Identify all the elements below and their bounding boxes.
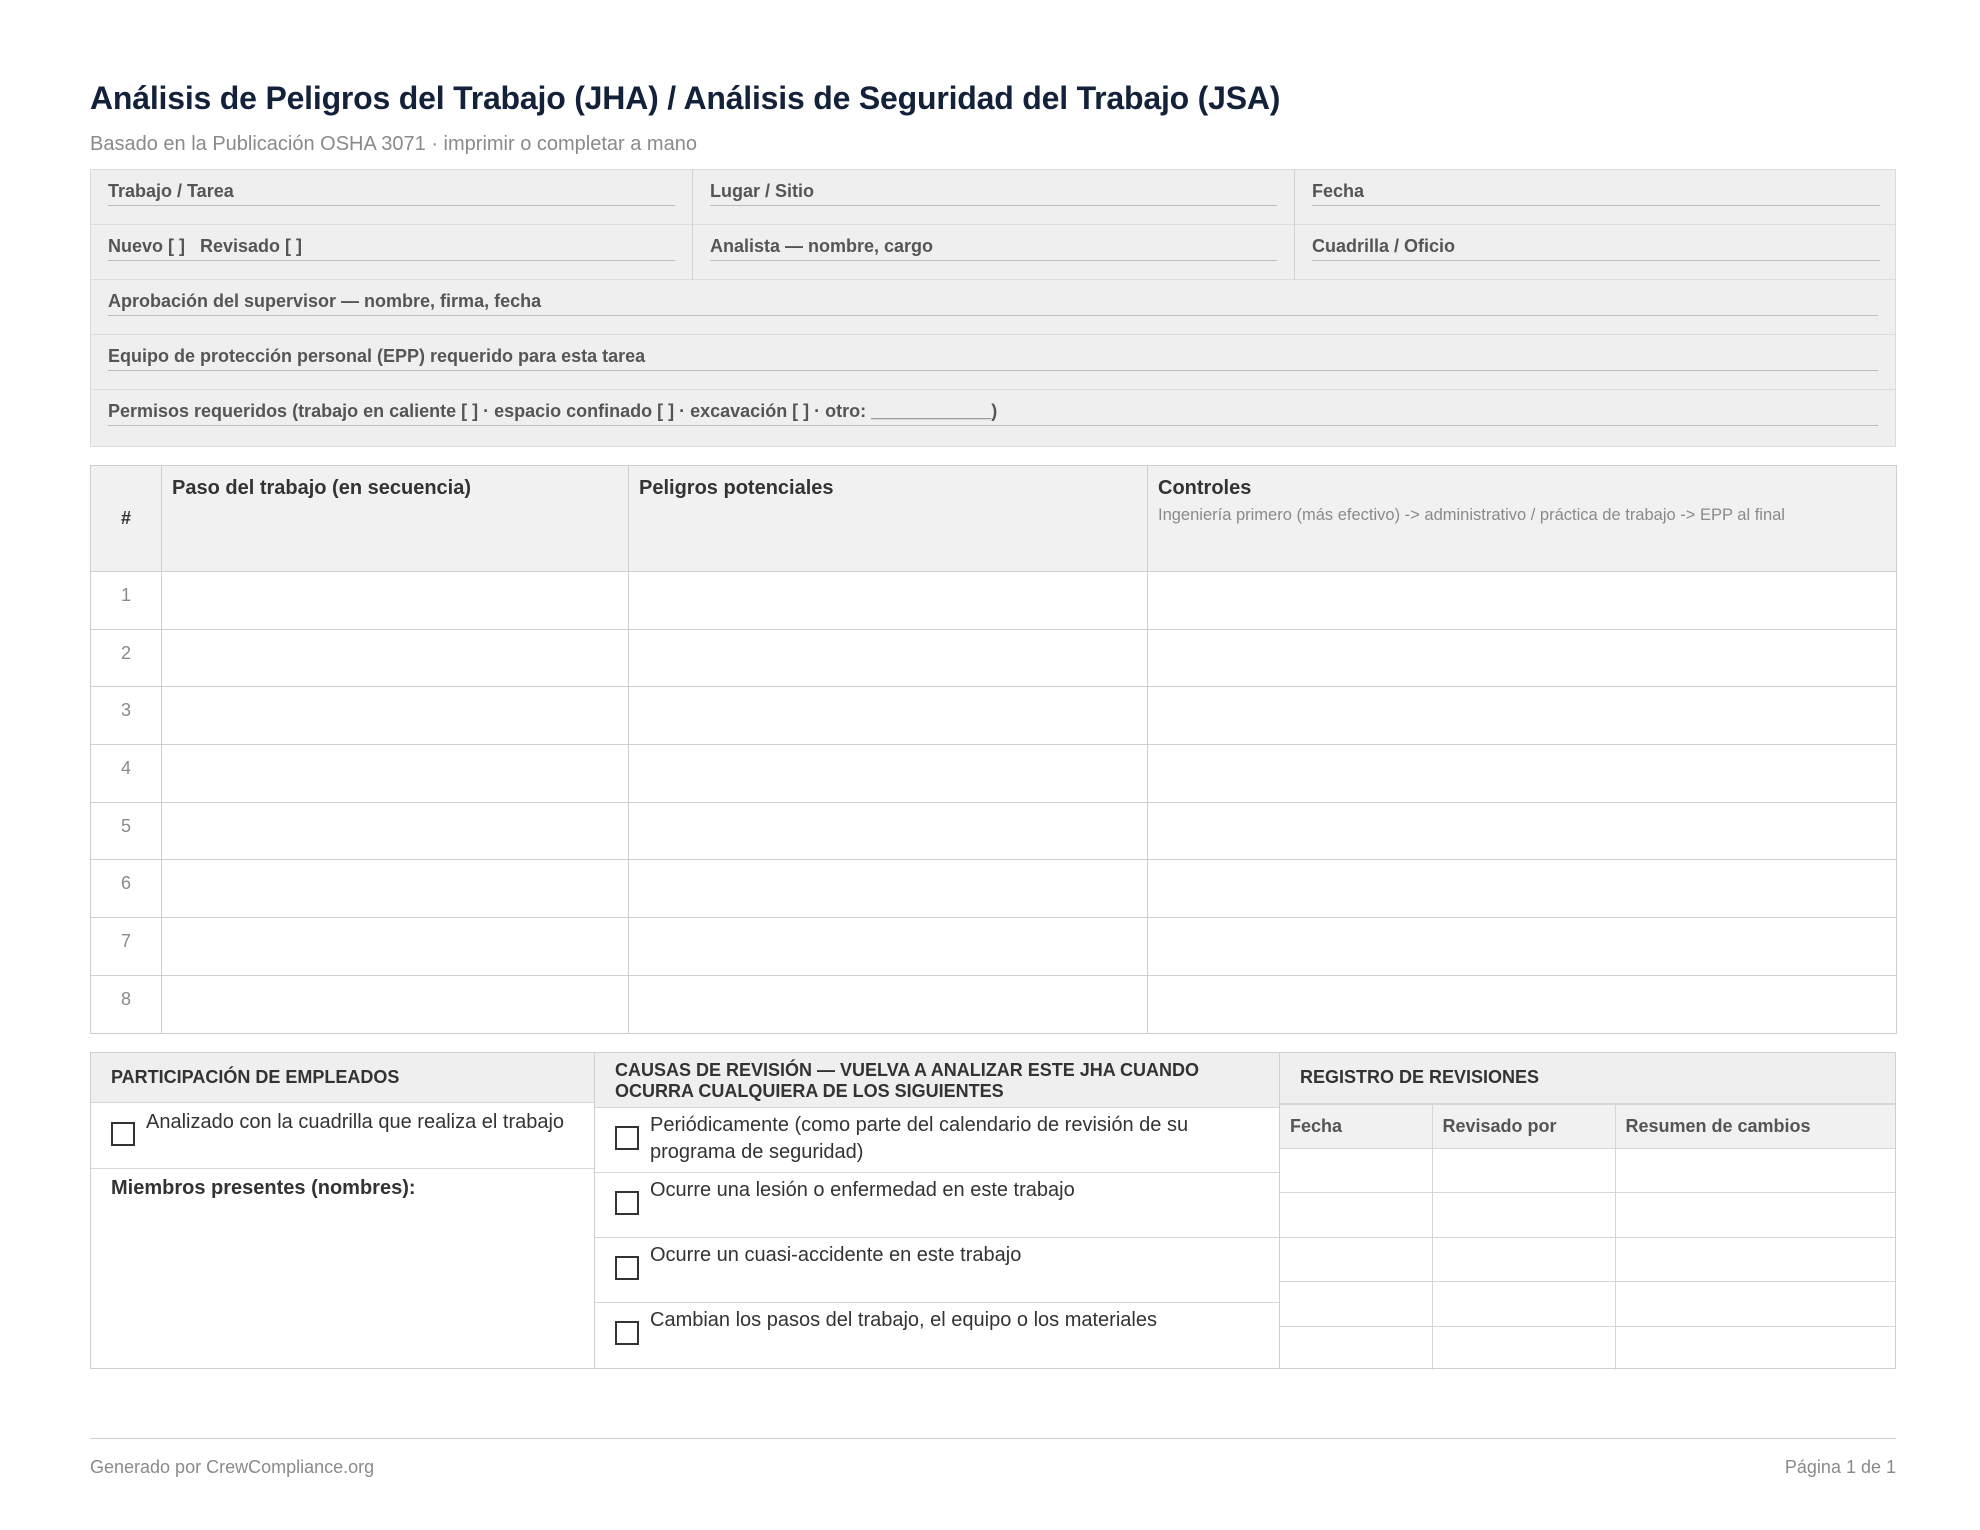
revision-row bbox=[1280, 1326, 1895, 1370]
new-revised-label: Nuevo [ ] Revisado [ ] bbox=[108, 236, 303, 256]
revision-summary-cell[interactable] bbox=[1615, 1326, 1895, 1370]
control-cell[interactable] bbox=[1148, 975, 1897, 1033]
review-cause-checkbox[interactable] bbox=[615, 1126, 639, 1150]
step-cell[interactable] bbox=[162, 745, 629, 803]
step-cell[interactable] bbox=[162, 572, 629, 630]
supervisor-approval-line bbox=[108, 315, 1878, 316]
footer-page-number: Página 1 de 1 bbox=[1784, 1457, 1896, 1477]
job-info-section bbox=[90, 169, 1896, 447]
revision-log-heading: REGISTRO DE REVISIONES bbox=[1280, 1053, 1895, 1104]
revision-row bbox=[1280, 1193, 1895, 1237]
location-field[interactable] bbox=[693, 170, 1295, 225]
table-row bbox=[91, 745, 1897, 803]
footer-generated-by: Generado por CrewCompliance.org bbox=[90, 1457, 375, 1477]
hazard-cell[interactable] bbox=[629, 629, 1148, 687]
revision-reviewer-cell[interactable] bbox=[1432, 1326, 1615, 1370]
row-number: 1 bbox=[91, 572, 162, 630]
control-cell[interactable] bbox=[1148, 860, 1897, 918]
revision-col-reviewed-by: Revisado por bbox=[1432, 1105, 1615, 1149]
table-row bbox=[91, 802, 1897, 860]
row-number: 2 bbox=[91, 629, 162, 687]
revision-date-cell[interactable] bbox=[1280, 1326, 1432, 1370]
row-number: 7 bbox=[91, 918, 162, 976]
table-row bbox=[91, 918, 1897, 976]
date-field[interactable] bbox=[1295, 170, 1897, 225]
job-task-field[interactable] bbox=[91, 170, 693, 225]
revision-log-table bbox=[1280, 1104, 1895, 1370]
employee-participation-heading: PARTICIPACIÓN DE EMPLEADOS bbox=[91, 1053, 594, 1103]
revision-col-summary: Resumen de cambios bbox=[1615, 1105, 1895, 1149]
col-header-step: Paso del trabajo (en secuencia) bbox=[162, 466, 629, 572]
analyst-label: Analista — nombre, cargo bbox=[710, 236, 934, 256]
revision-row bbox=[1280, 1237, 1895, 1281]
info-row-5 bbox=[91, 390, 1895, 445]
new-revised-line bbox=[108, 260, 675, 261]
location-line bbox=[710, 205, 1277, 206]
permits-line bbox=[108, 425, 1878, 426]
review-cause-label: Ocurre una lesión o enfermedad en este trabajo bbox=[650, 1179, 1075, 1201]
ppe-field[interactable] bbox=[91, 335, 1895, 390]
steps-header-row bbox=[91, 466, 1897, 572]
supervisor-approval-field[interactable] bbox=[91, 280, 1895, 335]
table-row bbox=[91, 629, 1897, 687]
control-cell[interactable] bbox=[1148, 918, 1897, 976]
review-cause-label: Ocurre un cuasi-accidente en este trabajo bbox=[650, 1244, 1022, 1266]
review-cause-item bbox=[595, 1173, 1279, 1238]
revision-reviewer-cell[interactable] bbox=[1432, 1149, 1615, 1193]
members-present-label: Miembros presentes (nombres): bbox=[111, 1177, 416, 1199]
control-cell[interactable] bbox=[1148, 802, 1897, 860]
row-number: 5 bbox=[91, 802, 162, 860]
review-cause-label: Cambian los pasos del trabajo, el equipo o los materiales bbox=[650, 1309, 1157, 1331]
review-cause-item bbox=[595, 1303, 1279, 1368]
step-cell[interactable] bbox=[162, 687, 629, 745]
revision-date-cell[interactable] bbox=[1280, 1193, 1432, 1237]
step-cell[interactable] bbox=[162, 860, 629, 918]
page-title: Análisis de Peligros del Trabajo (JHA) / Análisis de Seguridad del Trabajo (JSA) bbox=[90, 80, 1281, 116]
revision-summary-cell[interactable] bbox=[1615, 1149, 1895, 1193]
revision-row bbox=[1280, 1282, 1895, 1326]
col-header-num: # bbox=[91, 466, 162, 572]
revision-date-cell[interactable] bbox=[1280, 1149, 1432, 1193]
control-cell[interactable] bbox=[1148, 687, 1897, 745]
controls-title: Controles bbox=[1158, 477, 1252, 499]
info-row-1 bbox=[91, 170, 1895, 225]
crew-analyzed-row bbox=[91, 1103, 594, 1169]
hazard-cell[interactable] bbox=[629, 572, 1148, 630]
revision-reviewer-cell[interactable] bbox=[1432, 1282, 1615, 1326]
review-cause-checkbox[interactable] bbox=[615, 1321, 639, 1345]
review-causes-panel bbox=[595, 1053, 1280, 1368]
hazard-cell[interactable] bbox=[629, 860, 1148, 918]
page-subtitle: Basado en la Publicación OSHA 3071 · imprimir o completar a mano bbox=[90, 133, 697, 155]
table-row bbox=[91, 572, 1897, 630]
crew-label: Cuadrilla / Oficio bbox=[1312, 236, 1456, 256]
table-row bbox=[91, 860, 1897, 918]
review-causes-heading: CAUSAS DE REVISIÓN — VUELVA A ANALIZAR ESTE JHA CUANDO OCURRA CUALQUIERA DE LOS SIGUIENTES bbox=[595, 1053, 1279, 1108]
revision-date-cell[interactable] bbox=[1280, 1282, 1432, 1326]
supervisor-approval-label: Aprobación del supervisor — nombre, firma, fecha bbox=[108, 291, 542, 311]
review-cause-item bbox=[595, 1238, 1279, 1303]
table-row bbox=[91, 975, 1897, 1033]
review-cause-item bbox=[595, 1108, 1279, 1173]
control-cell[interactable] bbox=[1148, 745, 1897, 803]
crew-analyzed-label: Analizado con la cuadrilla que realiza el trabajo bbox=[146, 1111, 565, 1133]
review-cause-checkbox[interactable] bbox=[615, 1191, 639, 1215]
permits-field[interactable] bbox=[91, 390, 1895, 445]
review-cause-checkbox[interactable] bbox=[615, 1256, 639, 1280]
control-cell[interactable] bbox=[1148, 629, 1897, 687]
revision-header-row bbox=[1280, 1105, 1895, 1149]
step-cell[interactable] bbox=[162, 802, 629, 860]
crew-line bbox=[1312, 260, 1880, 261]
revision-col-date: Fecha bbox=[1280, 1105, 1432, 1149]
revision-date-cell[interactable] bbox=[1280, 1237, 1432, 1281]
revision-log-panel bbox=[1280, 1053, 1895, 1368]
bottom-section bbox=[90, 1052, 1896, 1369]
job-steps-table bbox=[90, 465, 1897, 1034]
footer-divider bbox=[90, 1438, 1896, 1439]
date-line bbox=[1312, 205, 1880, 206]
permits-label: Permisos requeridos (trabajo en caliente [ ] · espacio confinado [ ] · excavación [ ] · otro: ____________) bbox=[108, 401, 998, 421]
hazard-cell[interactable] bbox=[629, 918, 1148, 976]
revision-row bbox=[1280, 1149, 1895, 1193]
step-cell[interactable] bbox=[162, 629, 629, 687]
hazard-cell[interactable] bbox=[629, 802, 1148, 860]
revision-reviewer-cell[interactable] bbox=[1432, 1193, 1615, 1237]
crew-analyzed-checkbox[interactable] bbox=[111, 1122, 135, 1146]
hazard-cell[interactable] bbox=[629, 687, 1148, 745]
job-task-label: Trabajo / Tarea bbox=[108, 181, 234, 201]
hazard-cell[interactable] bbox=[629, 975, 1148, 1033]
row-number: 4 bbox=[91, 745, 162, 803]
review-cause-label: Periódicamente (como parte del calendario de revisión de su programa de seguridad) bbox=[650, 1114, 1189, 1163]
hazard-cell[interactable] bbox=[629, 745, 1148, 803]
location-label: Lugar / Sitio bbox=[710, 181, 815, 201]
date-label: Fecha bbox=[1312, 181, 1365, 201]
col-header-hazards: Peligros potenciales bbox=[629, 466, 1148, 572]
revision-summary-cell[interactable] bbox=[1615, 1193, 1895, 1237]
info-row-3 bbox=[91, 280, 1895, 335]
ppe-line bbox=[108, 370, 1878, 371]
revision-reviewer-cell[interactable] bbox=[1432, 1237, 1615, 1281]
step-cell[interactable] bbox=[162, 975, 629, 1033]
new-revised-field[interactable] bbox=[91, 225, 693, 280]
step-cell[interactable] bbox=[162, 918, 629, 976]
crew-field[interactable] bbox=[1295, 225, 1897, 280]
col-header-controls bbox=[1148, 466, 1897, 572]
control-cell[interactable] bbox=[1148, 572, 1897, 630]
revision-summary-cell[interactable] bbox=[1615, 1237, 1895, 1281]
ppe-label: Equipo de protección personal (EPP) requerido para esta tarea bbox=[108, 346, 646, 366]
analyst-field[interactable] bbox=[693, 225, 1295, 280]
analyst-line bbox=[710, 260, 1277, 261]
info-row-4 bbox=[91, 335, 1895, 390]
controls-note: Ingeniería primero (más efectivo) -> administrativo / práctica de trabajo -> EPP al final bbox=[1158, 506, 1785, 524]
row-number: 8 bbox=[91, 975, 162, 1033]
row-number: 6 bbox=[91, 860, 162, 918]
info-row-2 bbox=[91, 225, 1895, 280]
row-number: 3 bbox=[91, 687, 162, 745]
table-row bbox=[91, 687, 1897, 745]
job-task-line bbox=[108, 205, 675, 206]
employee-participation-panel bbox=[91, 1053, 595, 1368]
revision-summary-cell[interactable] bbox=[1615, 1282, 1895, 1326]
